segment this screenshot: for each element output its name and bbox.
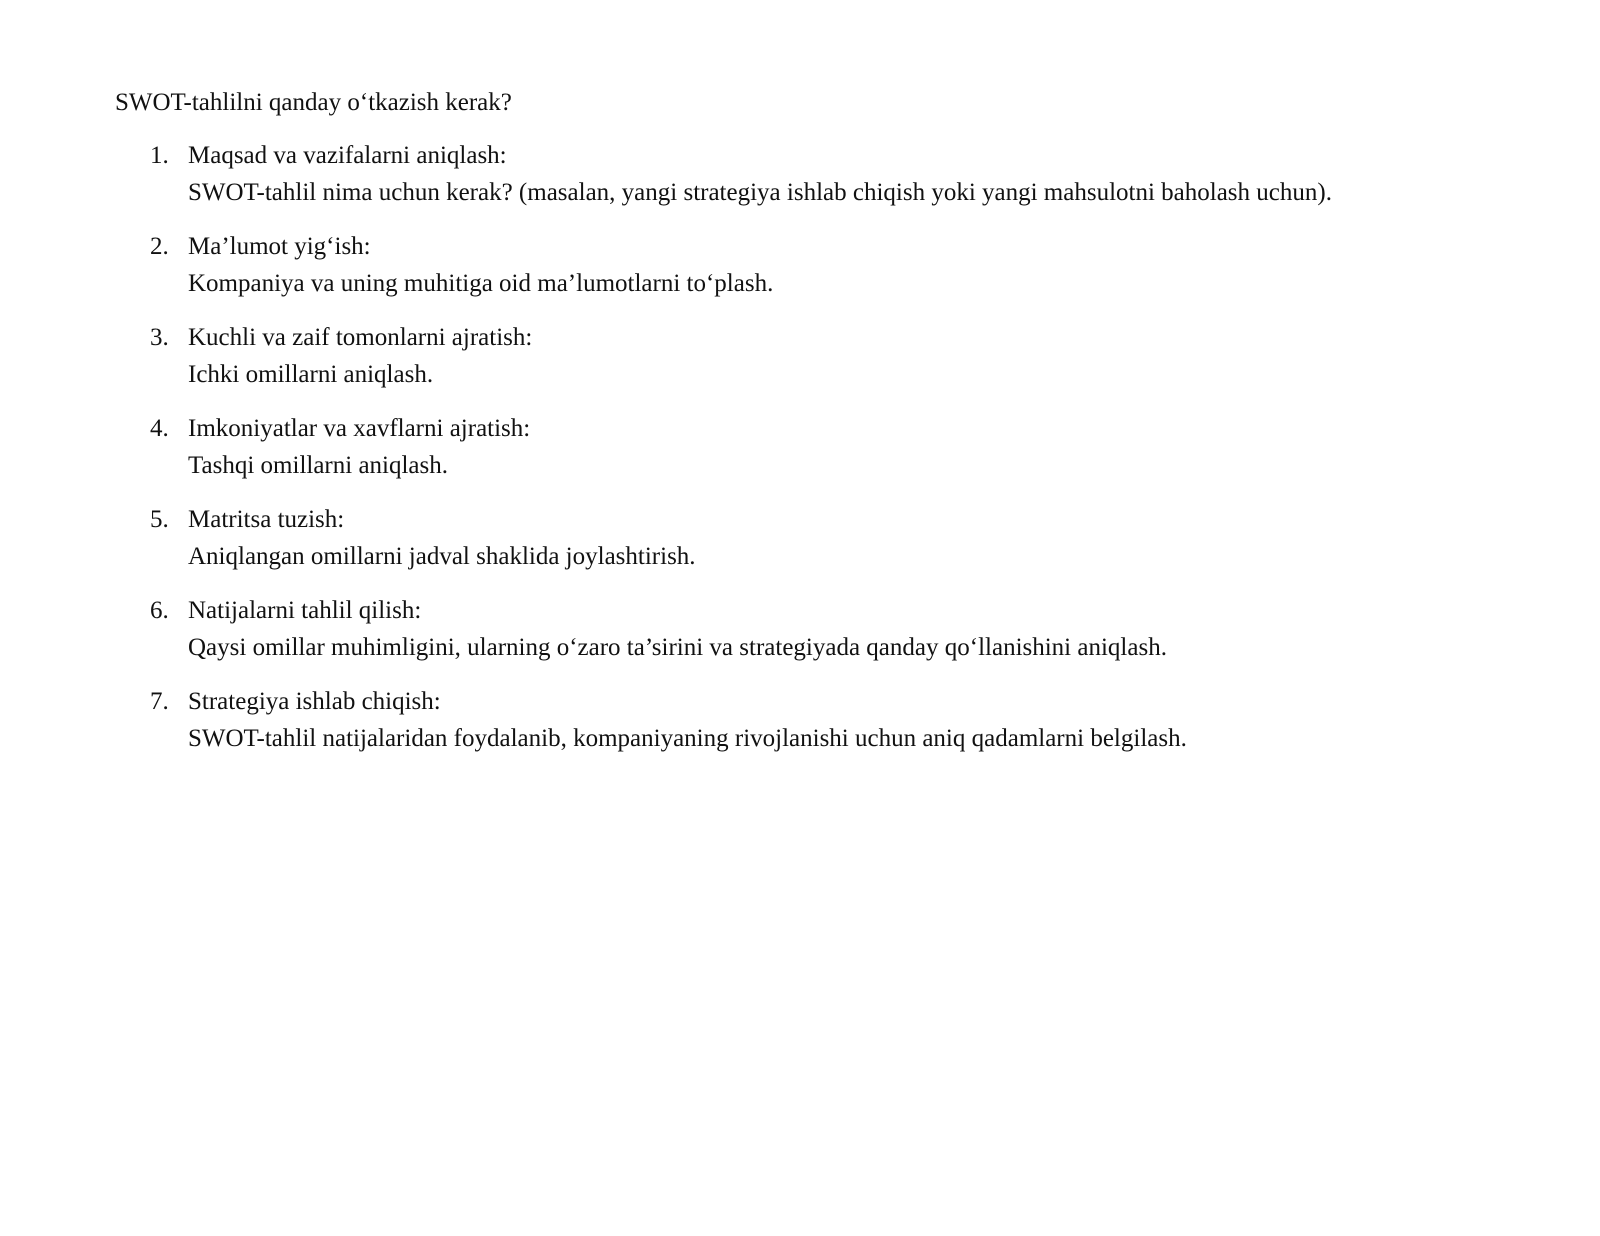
step-title: Maqsad va vazifalarni aniqlash: [188, 142, 507, 169]
list-item [0, 410, 1600, 501]
list-item [0, 137, 1600, 228]
step-number: 6. [150, 597, 169, 624]
step-description: Kompaniya va uning muhitiga oid ma’lumotlarni to‘plash. [188, 270, 774, 297]
list-item [0, 592, 1600, 683]
step-description: Ichki omillarni aniqlash. [188, 361, 434, 388]
step-description: Qaysi omillar muhimligini, ularning o‘zaro ta’sirini va strategiyada qanday qo‘llanishini aniqlash. [188, 634, 1167, 661]
step-number: 7. [150, 688, 169, 715]
step-number: 1. [150, 142, 169, 169]
step-number: 5. [150, 506, 169, 533]
list-item [0, 228, 1600, 319]
list-item [0, 683, 1600, 774]
step-description: SWOT-tahlil nima uchun kerak? (masalan, yangi strategiya ishlab chiqish yoki yangi mahsulotni baholash uchun). [188, 179, 1332, 206]
step-title: Ma’lumot yig‘ish: [188, 233, 371, 260]
list-item [0, 501, 1600, 592]
step-title: Imkoniyatlar va xavflarni ajratish: [188, 415, 531, 442]
page-title: SWOT-tahlilni qanday o‘tkazish kerak? [115, 89, 512, 116]
step-number: 4. [150, 415, 169, 442]
step-number: 2. [150, 233, 169, 260]
step-title: Kuchli va zaif tomonlarni ajratish: [188, 324, 533, 351]
step-title: Natijalarni tahlil qilish: [188, 597, 422, 624]
step-title: Strategiya ishlab chiqish: [188, 688, 441, 715]
step-number: 3. [150, 324, 169, 351]
step-description: Aniqlangan omillarni jadval shaklida joylashtirish. [188, 543, 696, 570]
step-description: Tashqi omillarni aniqlash. [188, 452, 449, 479]
step-description: SWOT-tahlil natijalaridan foydalanib, kompaniyaning rivojlanishi uchun aniq qadamlarni belgilash. [188, 725, 1187, 752]
step-title: Matritsa tuzish: [188, 506, 345, 533]
steps-list [0, 137, 1600, 774]
list-item [0, 319, 1600, 410]
